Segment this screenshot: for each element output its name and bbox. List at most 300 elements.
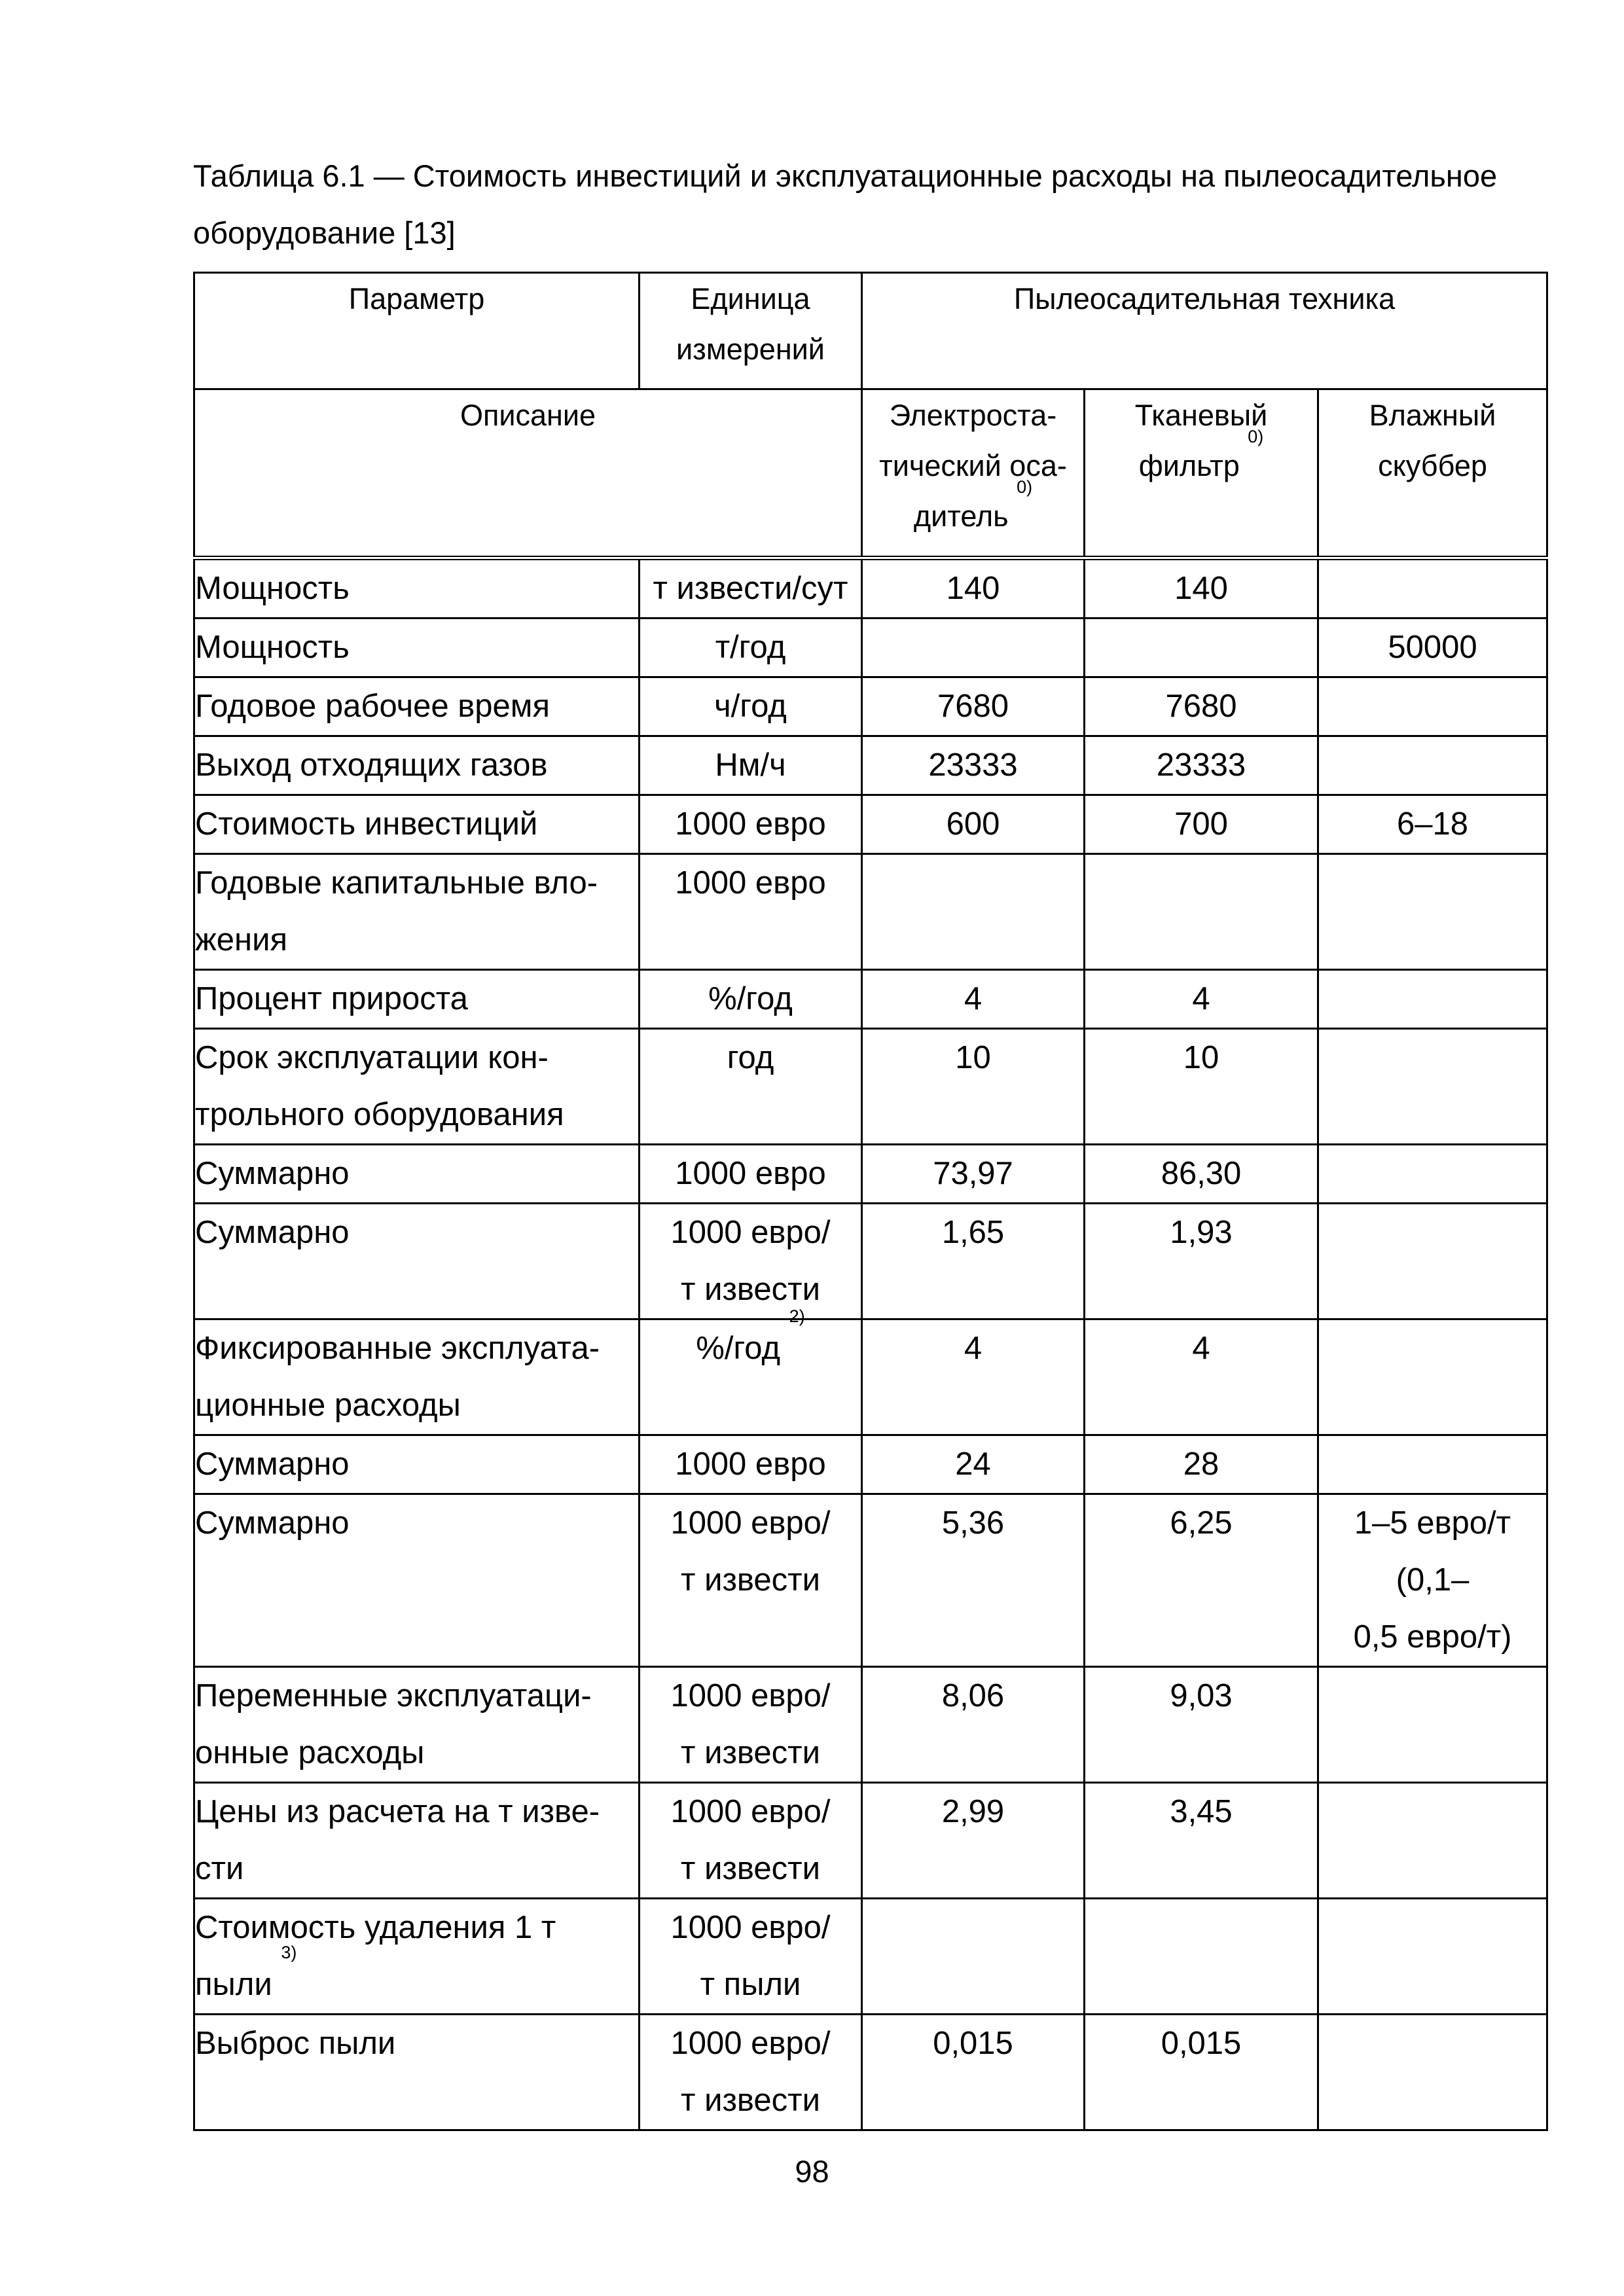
header-esp-line-2: тический оса- (879, 449, 1067, 482)
esp-cell-text: 140 (946, 571, 1000, 606)
esp-cell-text: 7680 (937, 689, 1009, 724)
ws-cell-line (1319, 619, 1546, 676)
param-cell (194, 1435, 640, 1494)
table-row (194, 736, 1547, 795)
param-cell (194, 1494, 640, 1667)
esp-cell-line (863, 2015, 1083, 2072)
table-row (194, 970, 1547, 1029)
esp-cell (862, 1204, 1085, 1319)
header-ff-text: фильтр (1138, 449, 1240, 482)
param-cell-line (195, 1495, 638, 1552)
table-row (194, 1319, 1547, 1435)
unit-cell-footnote: 2) (789, 1306, 805, 1326)
esp-cell (862, 736, 1085, 795)
unit-cell-line (640, 1204, 861, 1261)
esp-cell-line (863, 1204, 1083, 1261)
param-cell-line (195, 678, 638, 735)
ws-cell-text: (0,1– (1396, 1562, 1470, 1598)
ff-cell (1085, 1319, 1318, 1435)
param-cell (194, 1204, 640, 1319)
unit-cell-text: ч/год (714, 689, 787, 724)
unit-cell-text: 1000 евро (675, 1446, 826, 1482)
unit-cell (640, 795, 862, 854)
ff-cell-text: 4 (1192, 981, 1210, 1016)
header-ff-footnote: 0) (1248, 427, 1264, 446)
esp-cell-text: 1,65 (941, 1215, 1005, 1250)
param-cell-line (195, 1086, 638, 1143)
unit-cell-line (640, 1495, 861, 1552)
param-cell-line (195, 1840, 638, 1897)
ws-cell (1318, 1435, 1547, 1494)
ff-cell-line (1085, 1668, 1317, 1725)
param-cell (194, 854, 640, 970)
esp-cell (862, 1783, 1085, 1899)
param-cell-line (195, 971, 638, 1028)
ff-cell-text: 9,03 (1170, 1678, 1233, 1713)
table-row (194, 1667, 1547, 1783)
esp-cell (862, 1667, 1085, 1783)
param-cell (194, 558, 640, 619)
unit-cell (640, 1667, 862, 1783)
unit-cell-line (640, 619, 861, 676)
param-cell-text: Переменные эксплуатаци- (195, 1678, 592, 1713)
ws-cell (1318, 795, 1547, 854)
unit-cell-text: т извести (681, 1562, 820, 1598)
esp-cell (862, 1145, 1085, 1204)
esp-cell-line (863, 1030, 1083, 1086)
header-col-esp (862, 389, 1085, 558)
ws-cell-line (1319, 1609, 1546, 1666)
unit-cell-text: год (727, 1040, 774, 1075)
table-row (194, 677, 1547, 736)
ws-cell-line (1319, 796, 1546, 853)
unit-cell (640, 970, 862, 1029)
ws-cell (1318, 1204, 1547, 1319)
unit-cell-line (640, 737, 861, 794)
unit-cell-text: т извести/сут (653, 571, 848, 606)
ws-cell-line (1319, 1668, 1546, 1725)
unit-cell-line (640, 560, 861, 617)
ws-cell-text: 0,5 евро/т) (1353, 1619, 1512, 1655)
ws-cell-line (1319, 1784, 1546, 1840)
unit-cell (640, 2015, 862, 2130)
param-cell-line (195, 737, 638, 794)
unit-cell-line (640, 1840, 861, 1897)
unit-cell-text: т извести (681, 1272, 820, 1307)
esp-cell (862, 1319, 1085, 1435)
param-cell-text: сти (195, 1851, 244, 1886)
ws-cell-line (1319, 560, 1546, 617)
unit-cell (640, 1204, 862, 1319)
ff-cell (1085, 619, 1318, 677)
param-cell-text: Выход отходящих газов (195, 747, 548, 783)
unit-cell-text: 1000 евро/ (670, 1505, 831, 1541)
ws-cell-text: 50000 (1388, 630, 1477, 665)
table-row (194, 1029, 1547, 1145)
param-cell-line (195, 1725, 638, 1782)
esp-cell-line (863, 678, 1083, 735)
param-cell (194, 970, 640, 1029)
param-cell (194, 2015, 640, 2130)
header-ff-line-2 (1085, 427, 1317, 491)
esp-cell-text: 73,97 (933, 1156, 1013, 1191)
param-cell-line (195, 1899, 638, 1956)
unit-cell-text: Нм/ч (715, 747, 786, 783)
ff-cell-text: 4 (1192, 1331, 1210, 1366)
ws-cell-line (1319, 1552, 1546, 1609)
header-col-ff (1085, 389, 1318, 558)
ws-cell (1318, 2015, 1547, 2130)
param-cell-line (195, 796, 638, 853)
ff-cell-text: 1,93 (1170, 1215, 1233, 1250)
esp-cell (862, 854, 1085, 970)
unit-cell-line (640, 678, 861, 735)
esp-cell-line (863, 1320, 1083, 1377)
ff-cell-text: 0,015 (1161, 2026, 1242, 2061)
esp-cell-text: 5,36 (941, 1505, 1005, 1541)
ws-cell (1318, 1899, 1547, 2015)
header-esp-text: дитель (913, 499, 1009, 533)
ws-cell-line (1319, 971, 1546, 1028)
unit-cell-line (640, 971, 861, 1028)
unit-cell (640, 854, 862, 970)
table-row (194, 1204, 1547, 1319)
param-cell (194, 1899, 640, 2015)
param-cell-text: Стоимость удаления 1 т (195, 1910, 556, 1945)
ws-cell-text: 1–5 евро/т (1354, 1505, 1511, 1541)
ff-cell-line (1085, 737, 1317, 794)
unit-cell-line (640, 796, 861, 853)
unit-cell-text: 1000 евро/ (670, 1215, 831, 1250)
header-row-1 (194, 273, 1547, 389)
esp-cell (862, 677, 1085, 736)
ws-cell-line (1319, 1030, 1546, 1086)
unit-cell-line (640, 1145, 861, 1202)
ff-cell-line (1085, 678, 1317, 735)
unit-cell (640, 677, 862, 736)
param-cell-text: Суммарно (195, 1156, 350, 1191)
unit-cell-line (640, 1030, 861, 1086)
table-row (194, 854, 1547, 970)
ff-cell-text: 700 (1174, 806, 1228, 842)
ff-cell-line (1085, 971, 1317, 1028)
esp-cell (862, 970, 1085, 1029)
ws-cell-line (1319, 1145, 1546, 1202)
ff-cell-text: 6,25 (1170, 1505, 1233, 1541)
param-cell-text: Суммарно (195, 1505, 350, 1541)
esp-cell-line (863, 1495, 1083, 1552)
esp-cell-line (863, 971, 1083, 1028)
ws-cell (1318, 970, 1547, 1029)
ws-cell (1318, 736, 1547, 795)
param-cell-text: пыли (195, 1967, 272, 2002)
ff-cell (1085, 1783, 1318, 1899)
param-cell-text: жения (195, 922, 287, 958)
unit-cell (640, 1435, 862, 1494)
ws-cell-line (1319, 678, 1546, 735)
ff-cell-line (1085, 2015, 1317, 2072)
ff-cell-line (1085, 1436, 1317, 1493)
param-cell (194, 1667, 640, 1783)
header-ff-line-1: Тканевый (1134, 399, 1268, 432)
param-cell-line (195, 1377, 638, 1434)
param-cell-text: Выброс пыли (195, 2026, 396, 2061)
ff-cell-line (1085, 1495, 1317, 1552)
esp-cell (862, 1029, 1085, 1145)
unit-cell (640, 1783, 862, 1899)
param-cell (194, 677, 640, 736)
header-param: Параметр (194, 273, 640, 389)
ws-cell-line (1319, 1320, 1546, 1377)
header-col-ws (1318, 389, 1547, 558)
ff-cell (1085, 854, 1318, 970)
unit-cell-text: 1000 евро/ (670, 1794, 831, 1829)
param-cell-text: Суммарно (195, 1215, 350, 1250)
ff-cell (1085, 795, 1318, 854)
unit-cell-line (640, 2015, 861, 2072)
table-row (194, 619, 1547, 677)
unit-cell-line (640, 855, 861, 912)
unit-cell-text: т извести (681, 2083, 820, 2118)
param-cell-text: Фиксированные эксплуата- (195, 1331, 600, 1366)
ws-cell (1318, 677, 1547, 736)
param-cell-line (195, 619, 638, 676)
unit-cell-text: т извести (681, 1851, 820, 1886)
unit-cell-line (640, 1436, 861, 1493)
header-tech: Пылеосадительная техника (862, 273, 1547, 389)
unit-cell-line (640, 1261, 861, 1318)
unit-cell-text: 1000 евро (675, 806, 826, 842)
ws-cell-text: 6–18 (1397, 806, 1469, 842)
header-unit-line-2: измерений (676, 332, 825, 366)
unit-cell-text: 1000 евро (675, 865, 826, 901)
param-cell-line (195, 1145, 638, 1202)
param-cell (194, 1029, 640, 1145)
ff-cell (1085, 1435, 1318, 1494)
unit-cell (640, 1899, 862, 2015)
esp-cell-line (863, 796, 1083, 853)
param-cell-line (195, 560, 638, 617)
esp-cell (862, 1899, 1085, 2015)
esp-cell-text: 8,06 (941, 1678, 1005, 1713)
ws-cell-line (1319, 1899, 1546, 1956)
table-row (194, 1435, 1547, 1494)
param-cell-line (195, 1668, 638, 1725)
esp-cell (862, 619, 1085, 677)
table-row (194, 1494, 1547, 1667)
param-cell-footnote: 3) (281, 1943, 297, 1962)
esp-cell-text: 10 (955, 1040, 991, 1075)
ff-cell-line (1085, 1784, 1317, 1840)
esp-cell-line (863, 1784, 1083, 1840)
esp-cell-text: 23333 (928, 747, 1018, 783)
header-ws-line-1: Влажный (1369, 399, 1496, 432)
ff-cell (1085, 1029, 1318, 1145)
unit-cell-line (640, 1784, 861, 1840)
param-cell-line (195, 1030, 638, 1086)
param-cell (194, 1319, 640, 1435)
esp-cell-line (863, 855, 1083, 912)
esp-cell-line (863, 619, 1083, 676)
ws-cell (1318, 854, 1547, 970)
unit-cell-text: 1000 евро/ (670, 2026, 831, 2061)
ff-cell-line (1085, 1320, 1317, 1377)
esp-cell-line (863, 1145, 1083, 1202)
ws-cell-line (1319, 737, 1546, 794)
unit-cell-text: 1000 евро/ (670, 1910, 831, 1945)
table-caption (193, 147, 1568, 261)
unit-cell (640, 1029, 862, 1145)
ff-cell-line (1085, 560, 1317, 617)
esp-cell (862, 558, 1085, 619)
param-cell-text: Стоимость инвестиций (195, 806, 538, 842)
ff-cell (1085, 1204, 1318, 1319)
param-cell-text: онные расходы (195, 1735, 425, 1770)
unit-cell (640, 619, 862, 677)
unit-cell-text: %/год (708, 981, 793, 1016)
esp-cell-text: 2,99 (941, 1794, 1005, 1829)
ws-cell (1318, 1494, 1547, 1667)
ff-cell (1085, 677, 1318, 736)
ff-cell (1085, 970, 1318, 1029)
header-ws-line-2: скуббер (1378, 449, 1487, 482)
param-cell (194, 736, 640, 795)
esp-cell-line (863, 1668, 1083, 1725)
esp-cell-text: 4 (964, 981, 983, 1016)
page-number: 98 (795, 2154, 829, 2189)
esp-cell-line (863, 737, 1083, 794)
header-esp-footnote: 0) (1017, 477, 1033, 497)
param-cell-line (195, 855, 638, 912)
header-row-2 (194, 389, 1547, 558)
param-cell-line (195, 2015, 638, 2072)
ff-cell (1085, 558, 1318, 619)
esp-cell-text: 4 (964, 1331, 983, 1366)
param-cell (194, 795, 640, 854)
ff-cell-text: 86,30 (1161, 1156, 1242, 1191)
unit-cell (640, 1306, 862, 1435)
header-description: Описание (194, 389, 862, 558)
table-row (194, 1899, 1547, 2015)
param-cell-text: Суммарно (195, 1446, 350, 1482)
unit-cell-text: т пыли (700, 1967, 801, 2002)
ws-cell (1318, 1029, 1547, 1145)
ff-cell (1085, 736, 1318, 795)
ff-cell-text: 10 (1183, 1040, 1219, 1075)
unit-cell-line (640, 1306, 861, 1377)
param-cell-line (195, 912, 638, 969)
ff-cell (1085, 1667, 1318, 1783)
ff-cell-line (1085, 796, 1317, 853)
unit-cell-text: %/год (696, 1331, 781, 1366)
esp-cell (862, 1435, 1085, 1494)
ff-cell-text: 7680 (1165, 689, 1237, 724)
param-cell-text: Годовые капитальные вло- (195, 865, 598, 901)
header-esp-line-1: Электроста- (889, 399, 1057, 432)
esp-cell (862, 2015, 1085, 2130)
unit-cell (640, 558, 862, 619)
param-cell-text: Цены из расчета на т изве- (195, 1794, 600, 1829)
ff-cell-line (1085, 619, 1317, 676)
caption-line-1: Таблица 6.1 — Стоимость инвестиций и эксплуатационные расходы на пылеосадительное (193, 158, 1498, 193)
unit-cell-text: т извести (681, 1735, 820, 1770)
ws-cell-line (1319, 1204, 1546, 1261)
table-row (194, 558, 1547, 619)
esp-cell-text: 600 (946, 806, 1000, 842)
unit-cell (640, 736, 862, 795)
esp-cell (862, 1494, 1085, 1667)
ff-cell-line (1085, 1030, 1317, 1086)
param-cell-line (195, 1320, 638, 1377)
header-unit (640, 273, 862, 389)
ff-cell (1085, 1145, 1318, 1204)
table-row (194, 1783, 1547, 1899)
param-cell-text: Мощность (195, 571, 350, 606)
unit-cell-line (640, 1552, 861, 1609)
param-cell (194, 1783, 640, 1899)
param-cell-text: ционные расходы (195, 1388, 461, 1423)
ff-cell (1085, 2015, 1318, 2130)
param-cell-text: трольного оборудования (195, 1097, 564, 1132)
ff-cell-text: 23333 (1156, 747, 1246, 783)
unit-cell-line (640, 1725, 861, 1782)
param-cell-line (195, 1943, 638, 2013)
ws-cell (1318, 558, 1547, 619)
param-cell-line (195, 1436, 638, 1493)
unit-cell-text: 1000 евро (675, 1156, 826, 1191)
ws-cell (1318, 1667, 1547, 1783)
table-row (194, 2015, 1547, 2130)
ff-cell-line (1085, 1145, 1317, 1202)
unit-cell-text: т/год (715, 630, 786, 665)
param-cell-text: Мощность (195, 630, 350, 665)
ws-cell-line (1319, 1436, 1546, 1493)
esp-cell-text: 0,015 (933, 2026, 1013, 2061)
param-cell-text: Процент прироста (195, 981, 468, 1016)
ws-cell (1318, 1783, 1547, 1899)
caption-line-2: оборудование [13] (193, 215, 456, 250)
param-cell-text: Годовое рабочее время (195, 689, 550, 724)
ff-cell-text: 3,45 (1170, 1794, 1233, 1829)
table-row (194, 1145, 1547, 1204)
ff-cell-line (1085, 1204, 1317, 1261)
ff-cell (1085, 1899, 1318, 2015)
ws-cell (1318, 1319, 1547, 1435)
ws-cell-line (1319, 1495, 1546, 1552)
header-unit-line-1: Единица (691, 282, 810, 315)
param-cell (194, 1145, 640, 1204)
unit-cell-line (640, 2072, 861, 2129)
esp-cell (862, 795, 1085, 854)
table-row (194, 795, 1547, 854)
ws-cell (1318, 619, 1547, 677)
ff-cell-line (1085, 1899, 1317, 1956)
param-cell (194, 619, 640, 677)
ws-cell-line (1319, 855, 1546, 912)
unit-cell-line (640, 1668, 861, 1725)
unit-cell-line (640, 1899, 861, 1956)
param-cell-line (195, 1204, 638, 1261)
esp-cell-line (863, 560, 1083, 617)
unit-cell-line (640, 1956, 861, 2013)
cost-table (193, 272, 1548, 2131)
ws-cell (1318, 1145, 1547, 1204)
param-cell-line (195, 1784, 638, 1840)
ff-cell-text: 140 (1174, 571, 1228, 606)
ws-cell-line (1319, 2015, 1546, 2072)
header-esp-line-3 (863, 477, 1083, 541)
unit-cell (640, 1494, 862, 1667)
